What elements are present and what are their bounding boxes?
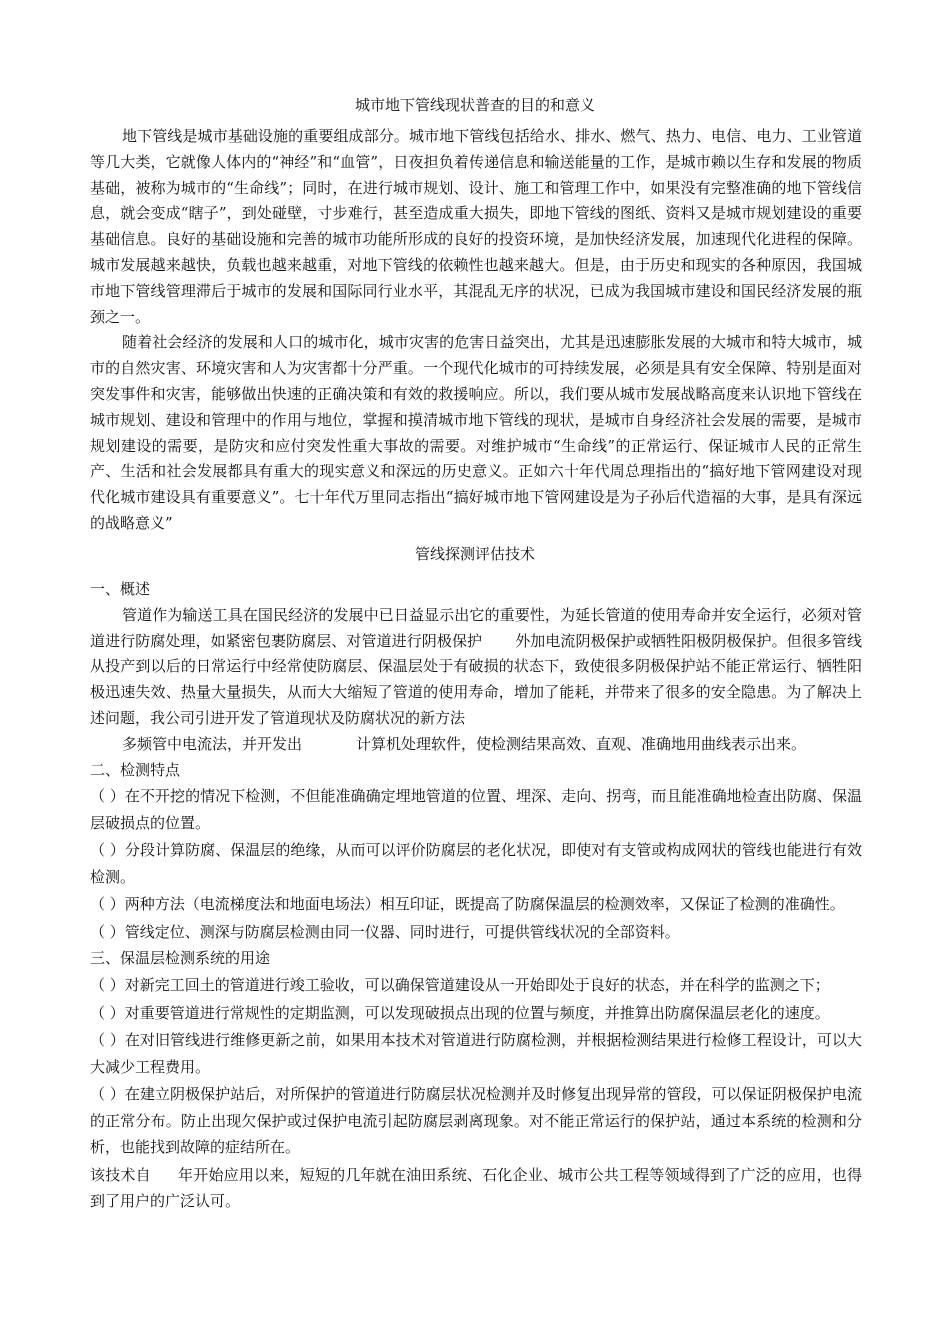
paragraph-2: 随着社会经济的发展和人口的城市化，城市灾害的危害日益突出，尤其是迅速膨胀发展的大城市和特大城市，城市的自然灾害、环境灾害和人为灾害都十分严重。一个现代化城市的可持续发展，必须是具有安全保障、特别是面对突发事件和灾害，能够做出快速的正确决策和有效的救援响应。所以，我们要从城市发展战略高度来认识地下管线在城市规划、建设和管理中的作用与地位，掌握和摸清城市地下管线的现状，是城市自身经济社会发展的需要，是城市规划建设的需要，是防灾和应付突发性重大事故的需要。对维护城市“生命线”的正常运行、保证城市人民的正常生产、生活和社会发展都具有重大的现实意义和深远的历史意义。正如六十年代周总理指出的“搞好地下管网建设对现代化城市建设具有重要意义”。七十年代万里同志指出“搞好城市地下管网建设是为子孙后代造福的大事，是具有深远的战略意义” [90,333,862,532]
section-1-body [90,124,862,537]
overview-text-a: 管道作为输送工具在国民经济的发展中已日益显示出它的重要性，为延长管道的使用寿命并安全运行，必须对管道进行防腐处理，如紧密包裹防腐层、对管道进行阴极保护 [90,605,862,650]
paragraph-overview [90,603,862,732]
feature-item-2: （ ）分段计算防腐、保温层的绝缘，从而可以评价防腐层的老化状况，即使对有支管或构成网状的管线也能进行有效检测。 [90,841,862,886]
paragraph-1: 地下管线是城市基础设施的重要组成部分。城市地下管线包括给水、排水、燃气、热力、电信、电力、工业管道等几大类，它就像人体内的“神经”和“血管”，日夜担负着传递信息和输送能量的工作，是城市赖以生存和发展的物质基础，被称为城市的“生命线”；同时，在进行城市规划、设计、施工和管理工作中，如果没有完整准确的地下管线信息，就会变成“瞎子”，到处碰壁，寸步难行，甚至造成重大损失，即地下管线的图纸、资料又是城市规划建设的重要基础信息。良好的基础设施和完善的城市功能所形成的良好的投资环境，是加快经济发展，加速现代化进程的保障。城市发展越来越快，负载也越来越重，对地下管线的依赖性也越来越大。但是，由于历史和现实的各种原因，我国城市地下管线管理滞后于城市的发展和国际同行业水平，其混乱无序的状况，已成为我国城市建设和国民经济发展的瓶颈之一。 [90,127,862,326]
closing-text-b: 年开始应用以来，短短的几年就在油田系统、石化企业、城市公共工程等领域得到了广泛的应用，也得到了用户的广泛认可。 [90,1165,862,1211]
heading-features: 二、检测特点 [90,760,181,779]
method-text-a: 多频管中电流法，并开发出 [122,734,303,753]
paragraph-method [90,732,862,758]
use-item-1: （ ）对新完工回土的管道进行竣工验收，可以确保管道建设从一开始即处于良好的状态，并在科学的监测之下； [90,976,830,995]
document-title-1: 城市地下管线现状普查的目的和意义 [354,96,595,114]
heading-uses: 三、保温层检测系统的用途 [90,949,271,968]
closing-text-a: 该技术自 [90,1165,151,1184]
feature-item-1: （ ）在不开挖的情况下检测，不但能准确确定埋地管道的位置、埋深、走向、拐弯，而且能准确地检查出防腐、保温层破损点的位置。 [90,787,862,832]
heading-overview: 一、概述 [90,580,151,598]
use-item-2: （ ）对重要管道进行常规性的定期监测，可以发现破损点出现的位置与频度，并推算出防腐保温层老化的速度。 [90,1003,830,1022]
closing-paragraph [90,1162,862,1215]
feature-item-3: （ ）两种方法（电流梯度法和地面电场法）相互印证，既提高了防腐保温层的检测效率，又保证了检测的准确性。 [90,895,845,914]
method-text-b: 计算机处理软件，使检测结果高效、直观、准确地用曲线表示出来。 [356,734,807,753]
section-2-body [90,577,862,1216]
feature-item-4: （ ）管线定位、测深与防腐层检测由同一仪器、同时进行，可提供管线状况的全部资料。 [90,922,680,941]
overview-text-b: 外加电流阴极保护或牺牲阳极阴极保护。但很多管线从投产到以后的日常运行中经常使防腐层、保温层处于有破损的状态下，致使很多阴极保护站不能正常运行、牺牲阳极迅速失效、热量大量损失，从而大大缩短了管道的使用寿命，增加了能耗，并带来了很多的安全隐患。为了解决上述问题，我公司引进开发了管道现状及防腐状况的新方法 [90,631,862,727]
use-item-4: （ ）在建立阴极保护站后，对所保护的管道进行防腐层状况检测并及时修复出现异常的管段，可以保证阴极保护电流的正常分布。防止出现欠保护或过保护电流引起防腐层剥离现象。对不能正常运行的保护站，通过本系统的检测和分析，也能找到故障的症结所在。 [90,1085,862,1157]
document-title-2: 管线探测评估技术 [414,545,535,563]
use-item-3: （ ）在对旧管线进行维修更新之前，如果用本技术对管道进行防腐检测，并根据检测结果进行检修工程设计，可以大大减少工程费用。 [90,1031,862,1076]
